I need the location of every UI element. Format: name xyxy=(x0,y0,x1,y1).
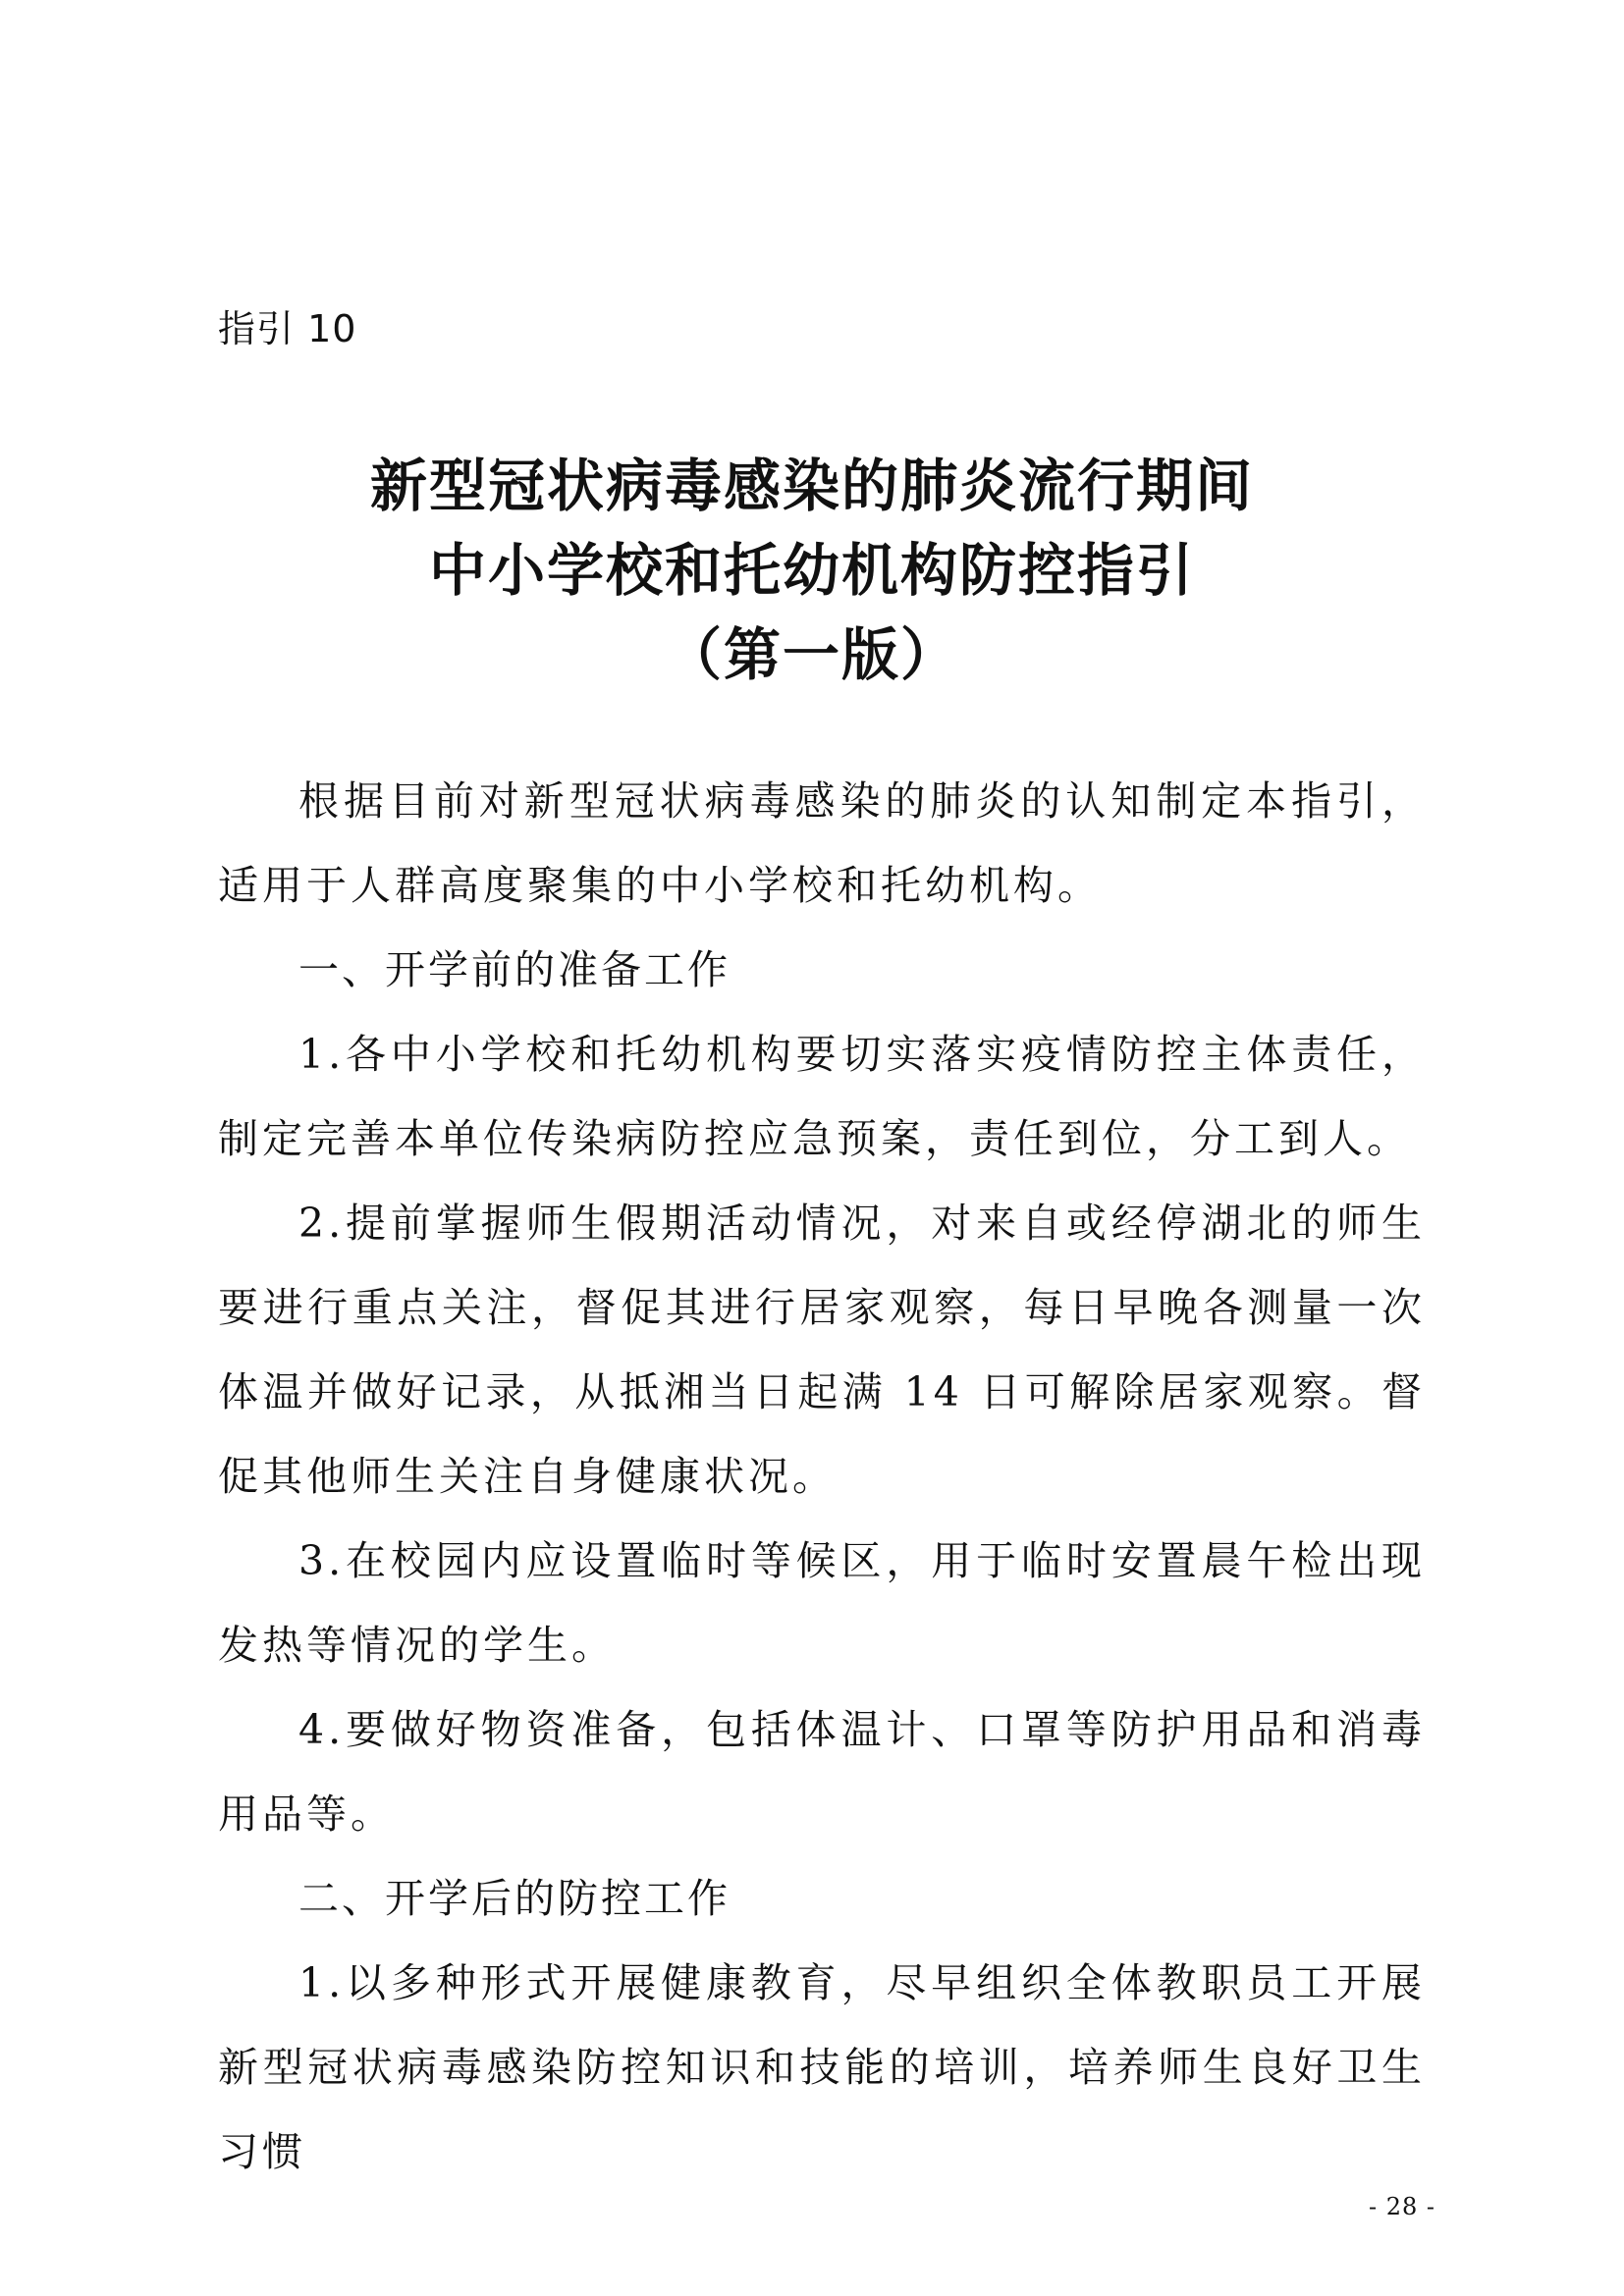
section1-item-3: 3.在校园内应设置临时等候区，用于临时安置晨午检出现发热等情况的学生。 xyxy=(218,1537,1426,1669)
title-line-2: 中小学校和托幼机构防控指引 xyxy=(428,537,1195,604)
section-heading-2: 二、开学后的防控工作 xyxy=(298,1875,731,1922)
section-heading-1: 一、开学前的准备工作 xyxy=(298,946,731,993)
guide-label: 指引 10 xyxy=(218,307,357,350)
document-title xyxy=(0,444,1624,697)
page-number: - 28 - xyxy=(1369,2193,1436,2220)
title-line-1: 新型冠状病毒感染的肺炎流行期间 xyxy=(369,453,1254,519)
section1-item-2: 2.提前掌握师生假期活动情况，对来自或经停湖北的师生要进行重点关注，督促其进行居家观察，每日早晚各测量一次体温并做好记录，从抵湘当日起满 14 日可解除居家观察。督促其他师生关注自身健康状况。 xyxy=(218,1200,1426,1500)
section1-item-1: 1.各中小学校和托幼机构要切实落实疫情防控主体责任，制定完善本单位传染病防控应急预案，责任到位，分工到人。 xyxy=(218,1031,1426,1162)
section1-item-4: 4.要做好物资准备，包括体温计、口罩等防护用品和消毒用品等。 xyxy=(218,1706,1426,1838)
document-body xyxy=(218,759,1426,2194)
intro-paragraph: 根据目前对新型冠状病毒感染的肺炎的认知制定本指引，适用于人群高度聚集的中小学校和托幼机构。 xyxy=(218,777,1426,909)
title-line-3: （第一版） xyxy=(664,621,959,688)
section2-item-1: 1.以多种形式开展健康教育，尽早组织全体教职员工开展新型冠状病毒感染防控知识和技能的培训，培养师生良好卫生习惯 xyxy=(218,1959,1426,2175)
